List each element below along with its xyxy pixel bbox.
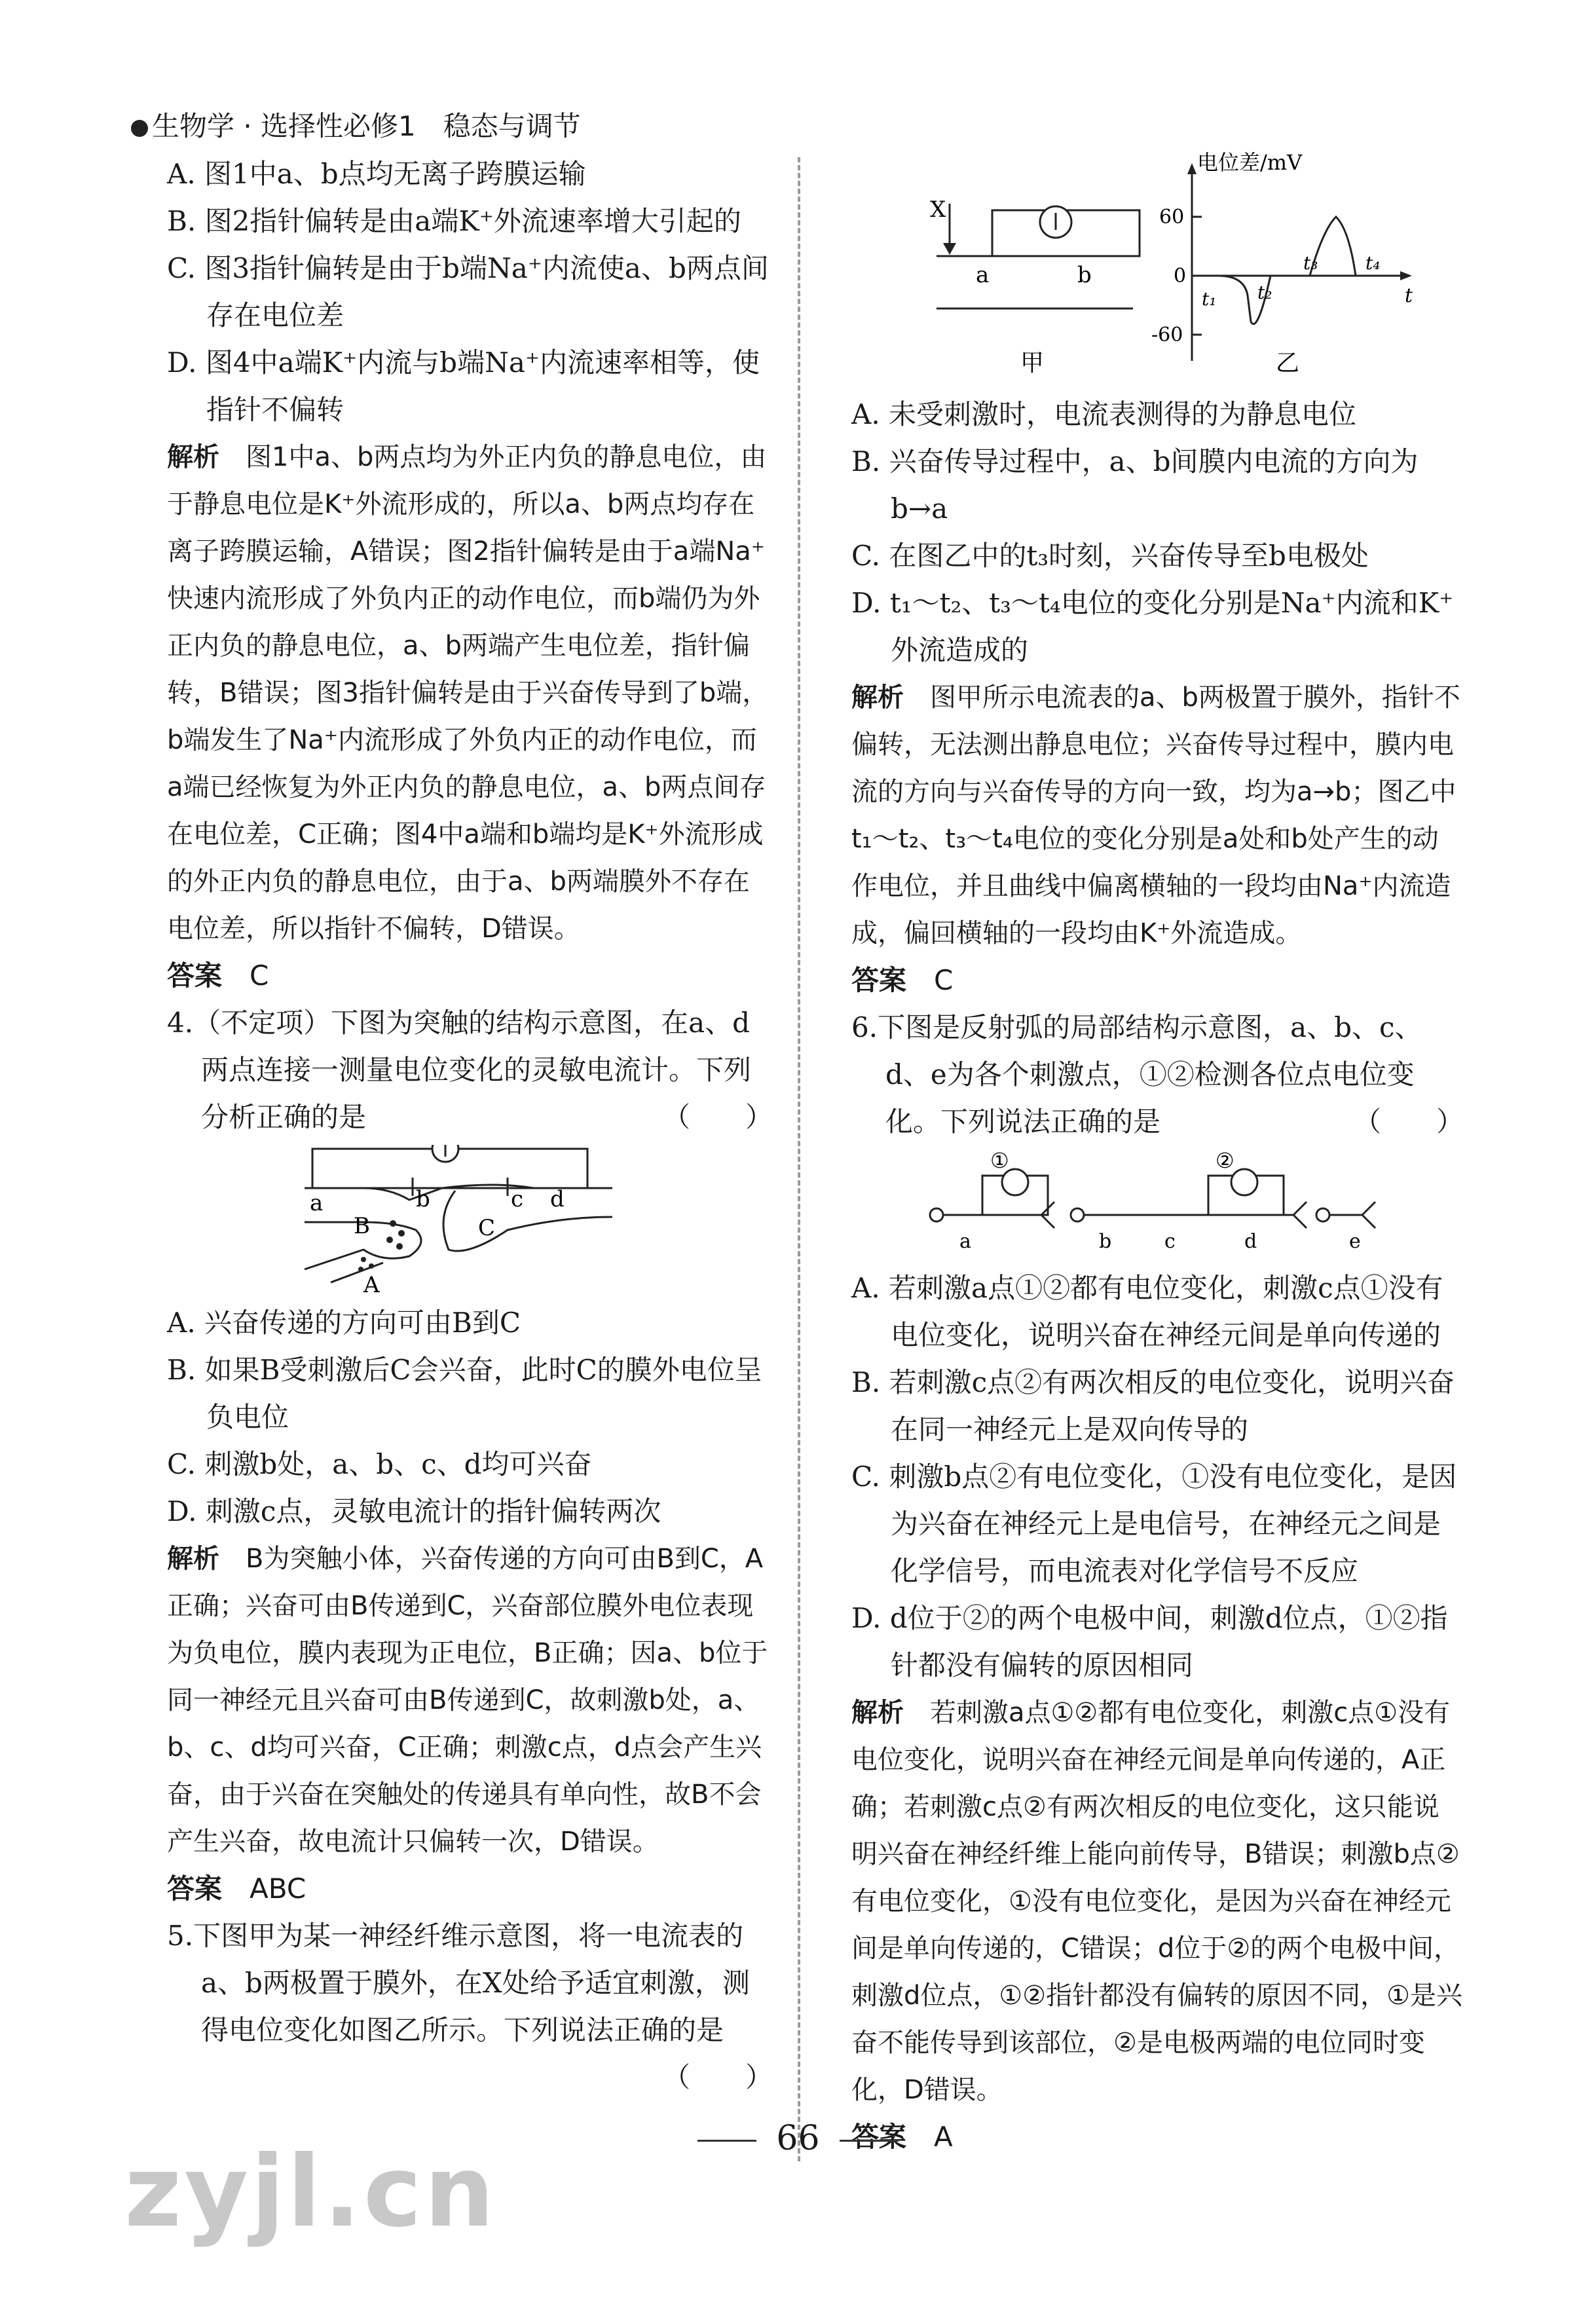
label-x: X xyxy=(930,196,946,223)
label-b: b xyxy=(1099,1230,1112,1253)
q6-stem xyxy=(851,1004,1464,1146)
q3-ans-value: C xyxy=(250,960,269,992)
q6-option-a: A. 若刺激a点①②都有电位变化，刺激c点①没有电位变化，说明兴奋在神经元间是单向传递的 xyxy=(851,1272,1443,1351)
q3-option-b: B. 图2指针偏转是由a端K⁺外流速率增大引起的 xyxy=(167,205,741,237)
q5-option-c: C. 在图乙中的t₃时刻，兴奋传导至b电极处 xyxy=(851,540,1369,572)
meter-2-icon xyxy=(1231,1169,1257,1195)
q6-ans-label: 答案 xyxy=(851,2121,907,2153)
q3-option-a: A. 图1中a、b点均无离子跨膜运输 xyxy=(167,158,586,190)
q5-stem-text: 5.下图甲为某一神经纤维示意图，将一电流表的a、b两极置于膜外，在X处给予适宜刺激，测得电位变化如图乙所示。下列说法正确的是 xyxy=(167,1920,750,2046)
q3-expl-text: 图1中a、b两点均为外正内负的静息电位，由于静息电位是K⁺外流形成的，所以a、b两点均存在离子跨膜运输，A错误；图2指针偏转是由于a端Na⁺快速内流形成了外负内正的动作电位，而b端仍为外正内负的静息电位，a、b两端产生电位差，指针偏转，B错误；图3指针偏转是由于兴奋传导到了b端，b端发生了Na⁺内流形成了外负内正的动作电位，而a端已经恢复为外正内负的静息电位，a、b两点间存在电位差，C正确；图4中a端和b端均是K⁺外流形成的外正内负的静息电位，由于a、b两端膜外不存在电位差，所以指针不偏转，D错误。 xyxy=(167,442,769,944)
q5-stem xyxy=(167,1912,773,2093)
membrane-top xyxy=(305,1185,612,1200)
synapse-diagram xyxy=(167,1145,773,1296)
page-number-text: 66 xyxy=(776,2119,820,2158)
q6-option-c: C. 刺激b点②有电位变化，①没有电位变化，是因为兴奋在神经元上是电信号，在神经元之间是化学信号，而电流表对化学信号不反应 xyxy=(851,1461,1457,1587)
q5-expl-label: 解析 xyxy=(851,682,904,713)
q5-expl-text: 图甲所示电流表的a、b两极置于膜外，指针不偏转，无法测出静息电位；兴奋传导过程中，膜内电流的方向与兴奋传导的方向一致，均为a→b；图乙中t₁～t₂、t₃～t₄电位的变化分别是a处和b处产生的动作电位，并且曲线中偏离横轴的一段均由Na⁺内流造成，偏回横轴的一段均由K⁺外流造成。 xyxy=(851,682,1460,948)
tick-neg60: -60 xyxy=(1151,324,1183,346)
y-axis-label: 电位差/mV xyxy=(1197,150,1303,175)
label-A: A xyxy=(363,1272,380,1296)
label-t: t xyxy=(1405,284,1413,307)
q6-expl-label: 解析 xyxy=(851,1698,904,1728)
label-t3: t₃ xyxy=(1303,252,1318,274)
reflex-arc-diagram xyxy=(851,1149,1464,1261)
q4-option-a: A. 兴奋传递的方向可由B到C xyxy=(167,1307,521,1339)
bullet-icon xyxy=(131,120,148,137)
q4-expl-text: B为突触小体，兴奋传递的方向可由B到C，A正确；兴奋可由B传递到C，兴奋部位膜外电位表现为负电位，膜内表现为正电位，B正确；因a、b位于同一神经元且兴奋可由B传递到C，故刺激b处，a、b、c、d均可兴奋，C正确；刺激c点，d点会产生兴奋，由于兴奋在突触处的传递具有单向性，故B不会产生兴奋，故电流计只偏转一次，D错误。 xyxy=(167,1544,768,1857)
q6-explanation xyxy=(851,1689,1464,2114)
q4-option-b: B. 如果B受刺激后C会兴奋，此时C的膜外电位呈负电位 xyxy=(167,1354,762,1433)
label-d: d xyxy=(1244,1230,1257,1253)
q4-ans-value: ABC xyxy=(250,1873,306,1905)
label-C: C xyxy=(478,1215,496,1241)
marker-1: ① xyxy=(990,1149,1009,1173)
nerve-fiber-figure xyxy=(851,145,1464,387)
q5-ans-value: C xyxy=(934,964,954,996)
q4-paren: （ ） xyxy=(662,1101,773,1133)
q3-option-d: D. 图4中a端K⁺内流与b端Na⁺内流速率相等，使指针不偏转 xyxy=(167,346,760,426)
meter-1-icon xyxy=(1002,1169,1028,1195)
q4-option-c: C. 刺激b处，a、b、c、d均可兴奋 xyxy=(167,1448,592,1480)
column-divider xyxy=(798,157,800,2161)
label-yi: 乙 xyxy=(1276,350,1300,377)
q5-paren: （ ） xyxy=(662,2061,773,2093)
q3-ans-label: 答案 xyxy=(167,960,223,992)
q4-option-d: D. 刺激c点，灵敏电流计的指针偏转两次 xyxy=(167,1495,661,1527)
q3-answer xyxy=(167,952,773,999)
q6-option-d: D. d位于②的两个电极中间，刺激d位点，①②指针都没有偏转的原因相同 xyxy=(851,1602,1448,1681)
q6-expl-text: 若刺激a点①②都有电位变化，刺激c点①没有电位变化，说明兴奋在神经元间是单向传递的，A正确；若刺激c点②有两次相反的电位变化，这只能说明兴奋在神经纤维上能向前传导，B错误；刺激b点②有电位变化，①没有电位变化，是因为兴奋在神经元间是单向传递的，C错误；d位于②的两个电极中间，刺激d位点，①②指针都没有偏转的原因不同，①是兴奋不能传导到该部位，②是电极两端的电位同时变化，D错误。 xyxy=(851,1698,1462,2105)
watermark: zyjl.cn xyxy=(124,2135,497,2249)
q5-answer xyxy=(851,957,1464,1004)
label-d: d xyxy=(550,1186,565,1212)
q4-explanation xyxy=(167,1535,773,1865)
label-B: B xyxy=(354,1213,370,1239)
label-c: c xyxy=(511,1186,524,1212)
page-header xyxy=(131,105,581,144)
q5-ans-label: 答案 xyxy=(851,964,907,996)
tick-0: 0 xyxy=(1174,265,1187,288)
left-column xyxy=(167,151,773,2101)
q5-option-a: A. 未受刺激时，电流表测得的为静息电位 xyxy=(851,398,1357,430)
q4-answer xyxy=(167,1865,773,1912)
label-jia: 甲 xyxy=(1020,350,1045,377)
label-e: e xyxy=(1349,1230,1361,1253)
q3-expl-label: 解析 xyxy=(167,442,219,472)
label-b: b xyxy=(1077,262,1092,288)
q6-option-b: B. 若刺激c点②有两次相反的电位变化，说明兴奋在同一神经元上是双向传导的 xyxy=(851,1366,1455,1445)
q4-stem xyxy=(167,999,773,1141)
q3-option-c: C. 图3指针偏转是由于b端Na⁺内流使a、b两点间存在电位差 xyxy=(167,252,769,331)
q4-ans-label: 答案 xyxy=(167,1873,223,1905)
q5-option-d: D. t₁～t₂、t₃～t₄电位的变化分别是Na⁺内流和K⁺外流造成的 xyxy=(851,587,1454,666)
label-a: a xyxy=(959,1230,971,1253)
label-t4: t₄ xyxy=(1365,252,1381,274)
label-t1: t₁ xyxy=(1202,288,1217,310)
header-text: 生物学 · 选择性必修1 稳态与调节 xyxy=(152,110,581,142)
q6-paren: （ ） xyxy=(1353,1106,1464,1138)
q6-stem-text: 6.下图是反射弧的局部结构示意图，a、b、c、d、e为各个刺激点，①②检测各位点电位变化。下列说法正确的是 xyxy=(851,1011,1422,1138)
right-column xyxy=(851,141,1464,2161)
label-a: a xyxy=(976,262,990,288)
postsynaptic-membrane xyxy=(443,1191,612,1251)
label-a: a xyxy=(310,1190,324,1216)
marker-2: ② xyxy=(1216,1149,1234,1173)
q5-option-b: B. 兴奋传导过程中，a、b间膜内电流的方向为b→a xyxy=(851,445,1419,525)
q4-expl-label: 解析 xyxy=(167,1544,219,1574)
q5-explanation xyxy=(851,674,1464,957)
tick-60: 60 xyxy=(1159,206,1185,229)
label-c: c xyxy=(1164,1230,1176,1253)
label-b: b xyxy=(416,1186,430,1212)
q4-stem-text: 4.（不定项）下图为突触的结构示意图，在a、d两点连接一测量电位变化的灵敏电流计。下列分析正确的是 xyxy=(167,1007,752,1133)
label-t2: t₂ xyxy=(1257,282,1272,303)
q6-ans-value: A xyxy=(934,2121,953,2153)
q3-explanation xyxy=(167,434,773,952)
